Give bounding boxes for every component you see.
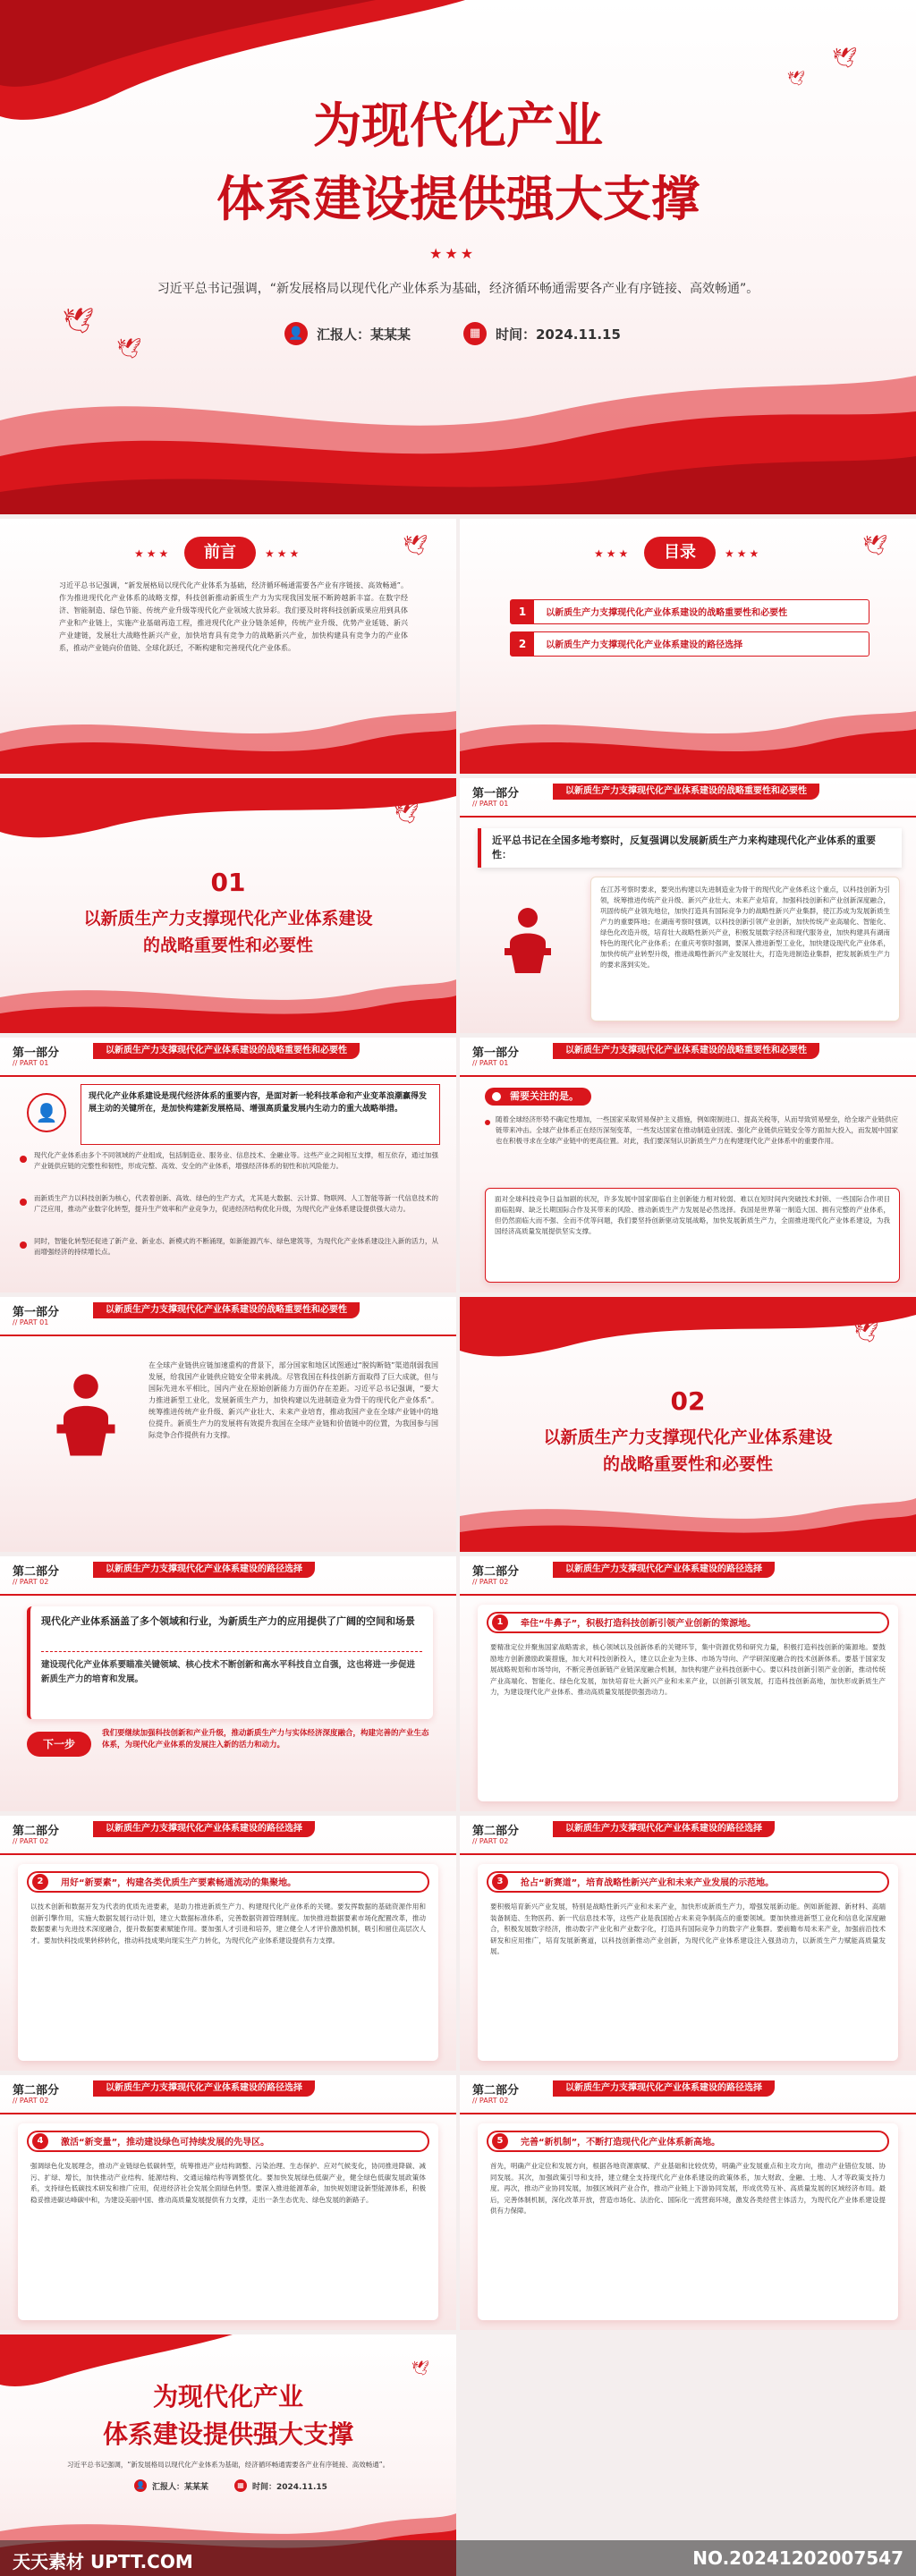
stars-decoration: ★★★	[725, 547, 762, 560]
toc-item[interactable]	[510, 631, 869, 657]
s4-slide	[460, 778, 916, 1033]
pill-text: 激活“新变量”，推动建设绿色可持续发展的先导区。	[61, 2138, 270, 2148]
text-card	[18, 2123, 438, 2320]
s7-slide	[0, 1297, 456, 1552]
time-label: 时间：2024.11.15	[252, 2482, 327, 2492]
section-02-slide	[460, 1297, 916, 1552]
part-label: 第二部分	[13, 1825, 60, 1838]
s6-p1: 随着全球经济形势不确定性增加，一些国家采取贸易保护主义措施，例如限制进口、提高关税等，从而导致贸易壁垒，给全球产业链供应链带来冲击。全球产业体系正在经历深刻变革，一些发达国家在推动制造业回流、强化产业链供应链安全等方面加大投入，而发展中国家也在积极寻求在全球产业链中的更高位置。对此，我们要深刻认识新质生产力在构建现代化产业体系中的重要作用。	[496, 1115, 898, 1145]
pill-text: 完善“新机制”，不断打造现代化产业体系新高地。	[521, 2138, 721, 2148]
pill-heading	[27, 2131, 429, 2152]
part-label-en: // PART 02	[13, 1837, 49, 1845]
s14-text: 首先，明确产业定位和发展方向，根据各地资源禀赋、产业基础和比较优势，明确产业发展重点和主攻方向，推动产业错位发展、协同发展。其次，加强政策引导和支持，建立健全支持现代化产业体系建设的政策体系，加大财政、金融、土地、人才等政策支持力度。再次，推动产业协同发展，加强区域间产业合作，推动产业链上下游协同发展，形成优势互补、高质量发展的区域经济布局。最后，完善体制机制，深化改革开放，营造市场化、法治化、国际化一流营商环境，激发各类经营主体活力，为现代化产业体系建设提供有力保障。	[490, 2162, 886, 2215]
dot-icon	[492, 1092, 501, 1101]
part-header	[460, 1038, 916, 1077]
s6-p2: 面对全球科技竞争日益加剧的状况，许多发展中国家面临自主创新能力相对较弱、难以在短时间内突破技术封锁、一些国际合作项目面临阻碍、缺乏长期国际合作及其带来的风险、推动新质生产力发展是必然选择。我国是世界第一制造大国、拥有完整的产业体系，但仍然面临大而不强、全而不优等问题，我们要坚持创新驱动发展战略，加快发展新质生产力，全面推进现代化产业体系建设，为我国经济高质量发展提供坚实支撑。	[495, 1195, 890, 1235]
bullet-icon	[485, 1120, 490, 1125]
text-card	[27, 1606, 433, 1719]
part-label: 第二部分	[472, 1565, 520, 1579]
end-title-line2: 体系建设提供强大支撑	[102, 2419, 353, 2449]
cover-quote: 习近平总书记强调，“新发展格局以现代化产业体系为基础，经济循环畅通需要各产业有序链接、高效畅通”。	[157, 282, 759, 296]
part-label-en: // PART 02	[472, 1578, 509, 1586]
part-label-en: // PART 02	[13, 2097, 49, 2105]
part-label: 第二部分	[13, 1565, 60, 1579]
reporter-label: 汇报人：某某某	[317, 326, 411, 343]
toc-item-num: 2	[511, 632, 534, 656]
s5-p2: 而新质生产力以科技创新为核心，代表着创新、高效、绿色的生产方式，尤其是大数据、云计算、物联网、人工智能等新一代信息技术的广泛应用，推动产业数字化转型，提升生产效率和产业竞争力，促进经济结构优化升级，为现代化产业体系建设提供强大动力。	[34, 1194, 438, 1213]
title-tag	[485, 1088, 591, 1106]
part-title: 以新质生产力支撑现代化产业体系建设的路径选择	[93, 1821, 315, 1837]
bird-icon: 🕊	[403, 535, 428, 557]
part-header	[460, 2075, 916, 2114]
cover-title-line1: 为现代化产业	[313, 97, 603, 154]
bottom-wave	[0, 698, 456, 774]
reporter-label: 汇报人：某某某	[152, 2482, 209, 2492]
s12-slide	[460, 1816, 916, 2071]
s10-text: 要精准定位并聚焦国家战略需求，核心领域以及创新体系的关键环节，集中资源优势和研究力量，积极打造科技创新的策源地。要鼓励地方创新激励政策措施，加大对科技创新投入，建立以企业为主体、市场为导向、产学研深度融合的技术创新体系。要基于国家发展战略规划和市场导向，不断完善创新链产业链深度融合机制，加快构建产业科技创新中心。要以科技创新引领产业创新，推动传统产业高端化、智能化、绿色化发展，加快培育壮大新兴产业和未来产业，以创新引领发展，打造科技创新高地，加快形成新质生产力，为建设现代化产业体系、推动高质量发展提供强劲动力。	[490, 1643, 886, 1696]
cover-slide	[0, 0, 916, 514]
part-label-en: // PART 01	[472, 800, 509, 808]
watermark-right: NO.20241202007547	[692, 2547, 903, 2569]
time-row	[463, 322, 621, 345]
text-card	[478, 1864, 898, 2061]
watermark-bar	[0, 2540, 916, 2576]
text-card	[478, 2123, 898, 2320]
text-card	[478, 1605, 898, 1801]
part-title: 以新质生产力支撑现代化产业体系建设的路径选择	[93, 2080, 315, 2097]
s9-slide	[0, 1556, 456, 1811]
section-title-line2: 的战略重要性和必要性	[142, 936, 313, 955]
s13-slide	[0, 2075, 456, 2330]
s10-slide	[460, 1556, 916, 1811]
s4-text: 在江苏考察时要求，要突出构建以先进制造业为骨干的现代化产业体系这个重点，以科技创新为引领，统筹推进传统产业升级、新兴产业壮大、未来产业培育，加强科技创新和产业创新深度融合，巩固传统产业领先地位，加快打造具有国际竞争力的战略性新兴产业集群，使江苏成为发展新质生产力的重要阵地；在湖南考察时强调，以科技创新引领产业创新，加快传统产业高端化、智能化、绿色化改造升级，培育壮大战略性新兴产业，积极发展数字经济和现代服务业，加快构建具有湖南特色的现代化产业体系；在重庆考察时强调，要深入推进新型工业化，加快建设现代化产业体系，加快传统产业转型升级，推进战略性新兴产业发展壮大，打造先进制造业集群，把发展新质生产力的要求落到实处。	[600, 886, 890, 969]
bird-icon: 🕊	[116, 338, 141, 360]
toc-item-label: 以新质生产力支撑现代化产业体系建设的路径选择	[546, 640, 743, 650]
part-header	[460, 778, 916, 818]
card-bold: 现代化产业体系涵盖了多个领域和行业，为新质生产力的应用提供了广阔的空间和场景	[41, 1615, 415, 1627]
s7-text: 在全球产业链供应链加速重构的背景下，部分国家和地区试图通过“脱钩断链”渠道削弱我国发展，给我国产业链供应链安全带来挑战。尽管我国在科技创新方面取得了巨大成就，但与国际先进水平相比，国内产业在原始创新能力方面仍存在差距。习近平总书记强调，“要大力推进新型工业化，发展新质生产力，加快构建以先进制造业为骨干的现代化产业体系”。统筹推进传统产业升级、新兴产业壮大、未来产业培育，推动我国产业在全球产业链中的地位提升。新质生产力的发展将有效提升我国在全球产业链和价值链中的位置，为我国参与国际竞争合作提供有力支撑。	[148, 1361, 438, 1439]
calendar-icon: ▦	[463, 322, 487, 345]
part-title: 以新质生产力支撑现代化产业体系建设的战略重要性和必要性	[93, 1302, 360, 1318]
part-header	[0, 1816, 456, 1855]
toc-item-num: 1	[511, 600, 534, 623]
pill-heading	[27, 1871, 429, 1893]
bird-icon: 🕊	[832, 47, 857, 70]
part-title: 以新质生产力支撑现代化产业体系建设的路径选择	[553, 1821, 775, 1837]
pill-text: 用好“新要素”，构建各类优质生产要素畅通流动的集聚地。	[61, 1878, 297, 1888]
card-text: 建设现代化产业体系要瞄准关键领域、核心技术不断创新和高水平科技自立自强，这也将进一步促进新质生产力的培育和发展。	[41, 1660, 416, 1684]
part-title: 以新质生产力支撑现代化产业体系建设的战略重要性和必要性	[93, 1043, 360, 1059]
stars-decoration: ★★★	[429, 245, 477, 262]
section-num: 01	[210, 868, 246, 897]
toc-item-label: 以新质生产力支撑现代化产业体系建设的战略重要性和必要性	[546, 608, 788, 618]
calendar-icon: ▦	[234, 2479, 247, 2492]
bottom-wave	[0, 970, 456, 1033]
bird-icon: 🕊	[411, 2360, 430, 2377]
part-label: 第一部分	[13, 1306, 60, 1319]
toc-slide	[460, 519, 916, 774]
s6-slide	[460, 1038, 916, 1292]
preface-title: 前言	[184, 537, 256, 569]
part-title: 以新质生产力支撑现代化产业体系建设的路径选择	[553, 2080, 775, 2097]
part-label: 第一部分	[472, 1046, 520, 1060]
bottom-wave	[460, 1489, 916, 1552]
highlight-box	[81, 1084, 440, 1145]
s11-text: 以技术创新和数据开发为代表的优质先进要素，是助力推进新质生产力、构建现代化产业体系的关键。要发挥数据的基础资源作用和创新引擎作用，实施大数据发展行动计划，建立大数据标准体系，完善数据资源管理制度。加快推进数据要素市场化配置改革，推动数据要素与先进技术深度融合，提升数据要素赋能作用。要加强人才引进和培养，建立健全人才评价激励机制，吸引和留住高层次人才。要加快科技成果转移转化，推动科技成果向现实生产力转化，为现代化产业体系建设提供有力支撑。	[30, 1902, 426, 1945]
bottom-wave	[460, 698, 916, 774]
person-icon: 👤	[27, 1093, 66, 1132]
user-icon: 👤	[134, 2479, 147, 2492]
time-label: 时间：2024.11.15	[496, 326, 621, 343]
pill-num: 3	[492, 1874, 508, 1890]
top-wave	[460, 1297, 916, 1360]
pill-num: 1	[492, 1614, 508, 1631]
bird-icon: 🕊	[862, 535, 887, 557]
preface-text: 习近平总书记强调，“新发展格局以现代化产业体系为基础，经济循环畅通需要各产业有序链接、高效畅通”。作为推进现代化产业体系的战略支撑，科技创新推动新质生产力为实现我国发展不断跨越新丰富。在数字经济、智能制造、绿色节能、传统产业升级等现代化产业领域大放异彩。我们要及时将科技创新成果应用到具体产业和产业链上，实施产业基础再造工程，推进现代化产业分链条延伸，传统产业升级、优势产业延链、新兴产业建链，发展壮大战略性新兴产业，加快培育具有竞争力的战略新兴产业，加快构建具有竞争力的产业体系，推动产业链向价值链、全球化跃迁，不断构建和完善现代化产业体系。	[59, 581, 408, 652]
part-label: 第二部分	[13, 2084, 60, 2097]
user-icon: 👤	[284, 322, 308, 345]
bullet-icon	[20, 1241, 27, 1249]
next-step-text: 我们要继续加强科技创新和产业升级，推动新质生产力与实体经济深度融合，构建完善的产业生态体系，为现代化产业体系的发展注入新的活力和动力。	[102, 1729, 429, 1750]
part-header	[0, 2075, 456, 2114]
section-title-line1: 以新质生产力支撑现代化产业体系建设	[83, 909, 373, 928]
stars-decoration: ★★★	[134, 547, 172, 560]
speaker-podium-icon	[492, 903, 564, 975]
pill-text: 牵住“牛鼻子”，积极打造科技创新引领产业创新的策源地。	[521, 1619, 757, 1629]
pill-num: 4	[32, 2133, 48, 2149]
card-divider	[41, 1651, 422, 1652]
part-title: 以新质生产力支撑现代化产业体系建设的战略重要性和必要性	[553, 784, 819, 800]
pill-text: 抢占“新赛道”，培育战略性新兴产业和未来产业发展的示范地。	[521, 1878, 775, 1888]
part-title: 以新质生产力支撑现代化产业体系建设的路径选择	[93, 1562, 315, 1578]
s6-title: 需要关注的是。	[510, 1090, 579, 1102]
s14-slide	[460, 2075, 916, 2330]
pill-heading	[487, 1612, 889, 1633]
end-title-line1: 为现代化产业	[152, 2382, 303, 2411]
section-01-slide	[0, 778, 456, 1033]
highlight-text: 现代化产业体系建设是现代经济体系的重要内容，是面对新一轮科技革命和产业变革浪潮赢得发展主动的关键所在，是加快构建新发展格局、增强高质量发展内生动力的重大战略举措。	[89, 1092, 428, 1114]
preface-slide	[0, 519, 456, 774]
bottom-wave	[0, 358, 916, 514]
cover-title-line2: 体系建设提供强大支撑	[216, 170, 700, 227]
reporter-row	[284, 322, 411, 345]
pill-num: 2	[32, 1874, 48, 1890]
stars-decoration: ★★★	[265, 547, 302, 560]
part-header	[0, 1556, 456, 1596]
part-label: 第二部分	[472, 2084, 520, 2097]
pill-heading	[487, 2131, 889, 2152]
part-label-en: // PART 02	[472, 1837, 509, 1845]
section-title-line2: 的战略重要性和必要性	[602, 1454, 773, 1474]
part-label: 第一部分	[13, 1046, 60, 1060]
s5-slide	[0, 1038, 456, 1292]
text-card	[485, 1188, 900, 1283]
bird-icon: 🕊	[787, 70, 806, 87]
reporter-row	[134, 2479, 208, 2492]
part-label-en: // PART 01	[472, 1059, 509, 1067]
s12-text: 要积极培育新兴产业发展，特别是战略性新兴产业和未来产业，加快形成新质生产力，增强发展新动能。例如新能源、新材料、高端装备制造、生物医药、新一代信息技术等，这些产业是我国抢占未来竞争制高点的重要领域。要加快推进新型工业化和信息化深度融合，积极发展数字经济，推动数字产业化和产业数字化，打造具有国际竞争力的数字产业集群。要前瞻布局未来产业，加强前沿技术研发和应用推广，培育发展新赛道，以科技创新推动产业创新，为现代化产业体系建设注入强劲动力，以新质生产力赋能高质量发展。	[490, 1902, 886, 1955]
text-card	[18, 1864, 438, 2061]
toc-item[interactable]	[510, 599, 869, 624]
bird-icon: 🕊	[394, 803, 419, 826]
part-label-en: // PART 01	[13, 1318, 49, 1326]
text-card	[590, 877, 900, 1021]
section-num: 02	[670, 1386, 706, 1416]
highlight-box	[478, 828, 902, 868]
pill-heading	[487, 1871, 889, 1893]
top-wave	[0, 778, 456, 841]
next-step-label[interactable]: 下一步	[27, 1732, 91, 1757]
part-title: 以新质生产力支撑现代化产业体系建设的战略重要性和必要性	[553, 1043, 819, 1059]
bullet-icon	[20, 1199, 27, 1206]
part-label: 第二部分	[472, 1825, 520, 1838]
part-header	[460, 1556, 916, 1596]
part-label: 第一部分	[472, 787, 520, 801]
part-header	[0, 1038, 456, 1077]
speaker-podium-icon	[41, 1368, 131, 1458]
part-header	[460, 1816, 916, 1855]
part-label-en: // PART 02	[472, 2097, 509, 2105]
time-row	[234, 2479, 327, 2492]
part-label-en: // PART 02	[13, 1578, 49, 1586]
highlight-text: 近平总书记在全国多地考察时，反复强调以发展新质生产力来构建现代化产业体系的重要性：	[492, 835, 876, 860]
part-header	[0, 1297, 456, 1336]
pill-num: 5	[492, 2133, 508, 2149]
s11-slide	[0, 1816, 456, 2071]
s13-text: 强调绿色化发展理念，推动产业链绿色低碳转型，统筹推进产业结构调整、污染治理、生态保护、应对气候变化，协同推进降碳、减污、扩绿、增长，加快推动产业结构、能源结构、交通运输结构等调整优化。要加快发展绿色低碳产业，健全绿色低碳发展政策体系，支持绿色低碳技术研发和推广应用，促进经济社会发展全面绿色转型。要深入推进能源革命，加快规划建设新型能源体系，积极稳妥推进碳达峰碳中和，为建设美丽中国、推动高质量发展提供有力支撑，走出一条生态优先、绿色发展的新路子。	[30, 2162, 426, 2204]
s5-p3: 同时，智能化转型还促进了新产业、新业态、新模式的不断涌现，如新能源汽车、绿色建筑等，为现代化产业体系建设注入新的活力，从而增强经济的持续增长点。	[34, 1237, 438, 1256]
bullet-icon	[20, 1156, 27, 1163]
s5-p1: 现代化产业体系由多个不同领域的产业组成，包括制造业、服务业、信息技术、金融业等。这些产业之间相互支撑，相互依存，通过加强产业链供应链的完整性和韧性，形成完整、高效、安全的产业体系，增强经济体系的韧性和抗风险能力。	[34, 1151, 438, 1170]
end-quote: 习近平总书记强调，“新发展格局以现代化产业体系为基础，经济循环畅通需要各产业有序链接、高效畅通”。	[66, 2461, 390, 2469]
stars-decoration: ★★★	[594, 547, 632, 560]
bird-icon: 🕊	[853, 1322, 878, 1344]
toc-title: 目录	[644, 537, 716, 569]
section-title-line1: 以新质生产力支撑现代化产业体系建设	[543, 1428, 833, 1447]
part-title: 以新质生产力支撑现代化产业体系建设的路径选择	[553, 1562, 775, 1578]
part-label-en: // PART 01	[13, 1059, 49, 1067]
bird-icon: 🕊	[63, 306, 95, 335]
watermark-left: 天天素材 UPTT.COM	[13, 2551, 193, 2572]
